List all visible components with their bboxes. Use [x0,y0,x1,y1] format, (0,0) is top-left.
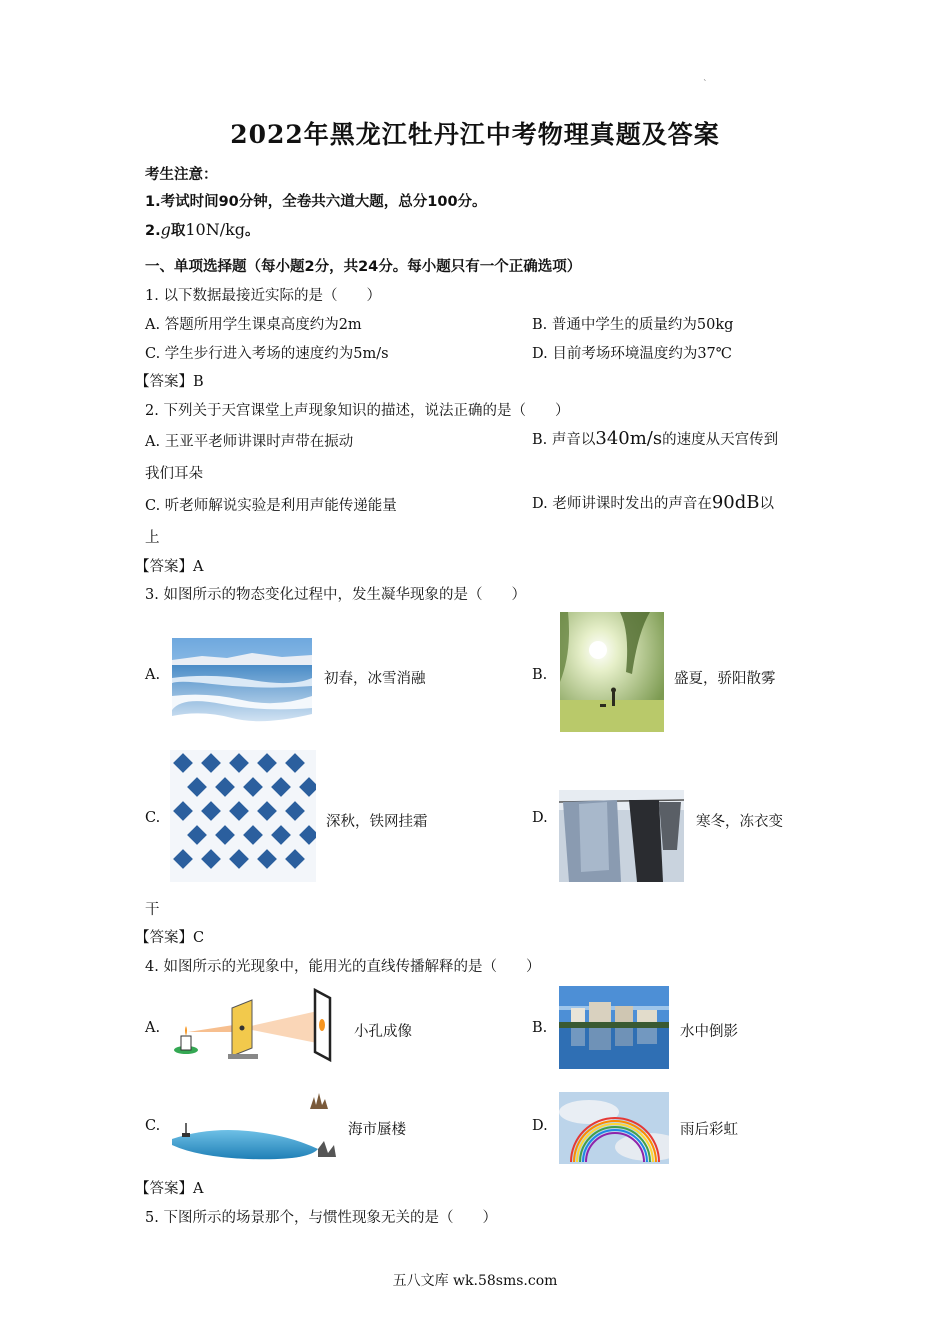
q3-option-c-letter: C. [145,810,161,826]
q4-option-b-letter: B. [532,1020,548,1036]
q2-answer: 【答案】A [135,559,204,575]
q2-b-pre: B. 声音以 [532,432,596,448]
q2-b-num: 340m/s [595,428,663,449]
q3-answer: 【答案】C [135,930,205,946]
q4-option-b-text: 水中倒影 [680,1024,738,1040]
q4-option-c-letter: C. [145,1118,161,1134]
q3-option-d-letter: D. [532,810,548,826]
q5-stem: 5. 下图所示的场景那个，与惯性现象无关的是（ ） [145,1210,497,1226]
notice-g: g [160,220,171,239]
q3-option-b-text: 盛夏，骄阳散雾 [674,671,776,687]
q4-option-d-letter: D. [532,1118,548,1134]
q3-morning-fog-image [560,612,664,732]
notice-g-value: 10N/kg [185,220,246,239]
q2-option-b [532,428,778,449]
q4-option-c-text: 海市蜃楼 [348,1122,406,1138]
q4-pinhole-camera-image [170,988,345,1063]
q2-option-a: A. 王亚平老师讲课时声带在振动 [145,434,354,450]
notice-item-1: 1.考试时间90分钟，全卷共六道大题，总分100分。 [145,194,487,210]
q3-option-d-wrap: 干 [145,902,160,918]
notice-take: 取 [170,223,186,239]
q2-d-num: 90dB [711,492,760,513]
q1-stem: 1. 以下数据最接近实际的是（ ） [145,288,381,304]
q3-option-b-letter: B. [532,667,548,683]
q3-ice-melting-image [172,638,312,731]
q3-stem: 3. 如图所示的物态变化过程中，发生凝华现象的是（ ） [145,587,526,603]
q4-option-d-text: 雨后彩虹 [680,1122,738,1138]
q3-option-c-text: 深秋，铁网挂霜 [326,814,428,830]
q4-rainbow-image [559,1092,669,1164]
q1-option-c: C. 学生步行进入考场的速度约为5m/s [145,346,389,362]
q3-frost-net-image [170,750,316,882]
footer-watermark: 五八文库 wk.58sms.com [392,1273,558,1289]
q3-frozen-clothes-image [559,790,684,882]
q1-answer: 【答案】B [135,374,204,390]
section-heading: 一、单项选择题（每小题2分，共24分。每小题只有一个正确选项） [145,259,582,275]
q4-water-reflection-image [559,986,669,1069]
q3-option-d-text: 寒冬，冻衣变 [696,814,783,830]
notice-item-2 [145,219,260,240]
q1-option-b: B. 普通中学生的质量约为50kg [532,317,734,333]
notice-item-2-prefix: 2. [145,223,161,239]
q2-option-d [532,492,774,513]
q4-mirage-image [168,1087,336,1163]
q3-option-a-text: 初春，冰雪消融 [324,671,426,687]
q4-stem: 4. 如图所示的光现象中，能用光的直线传播解释的是（ ） [145,959,541,975]
q2-d-pre: D. 老师讲课时发出的声音在 [532,496,712,512]
notice-end: 。 [245,223,260,239]
q2-stem: 2. 下列关于天宫课堂上声现象知识的描述，说法正确的是（ ） [145,403,570,419]
q3-option-a-letter: A. [145,667,161,683]
q2-option-d-wrap: 上 [145,530,160,546]
notice-heading: 考生注意： [145,167,218,183]
q4-option-a-letter: A. [145,1020,161,1036]
q2-b-post: 的速度从天宫传到 [662,432,779,448]
q1-option-d: D. 目前考场环境温度约为37℃ [532,346,732,362]
corner-mark: ˋ [703,80,708,90]
q4-answer: 【答案】A [135,1181,204,1197]
q1-option-a: A. 答题所用学生课桌高度约为2m [145,317,362,333]
q2-option-b-wrap: 我们耳朵 [145,466,203,482]
q2-option-c: C. 听老师解说实验是利用声能传递能量 [145,498,397,514]
page-title: 2022年黑龙江牡丹江中考物理真题及答案 [230,120,720,149]
q4-option-a-text: 小孔成像 [354,1024,412,1040]
q2-d-post: 以 [759,496,774,512]
